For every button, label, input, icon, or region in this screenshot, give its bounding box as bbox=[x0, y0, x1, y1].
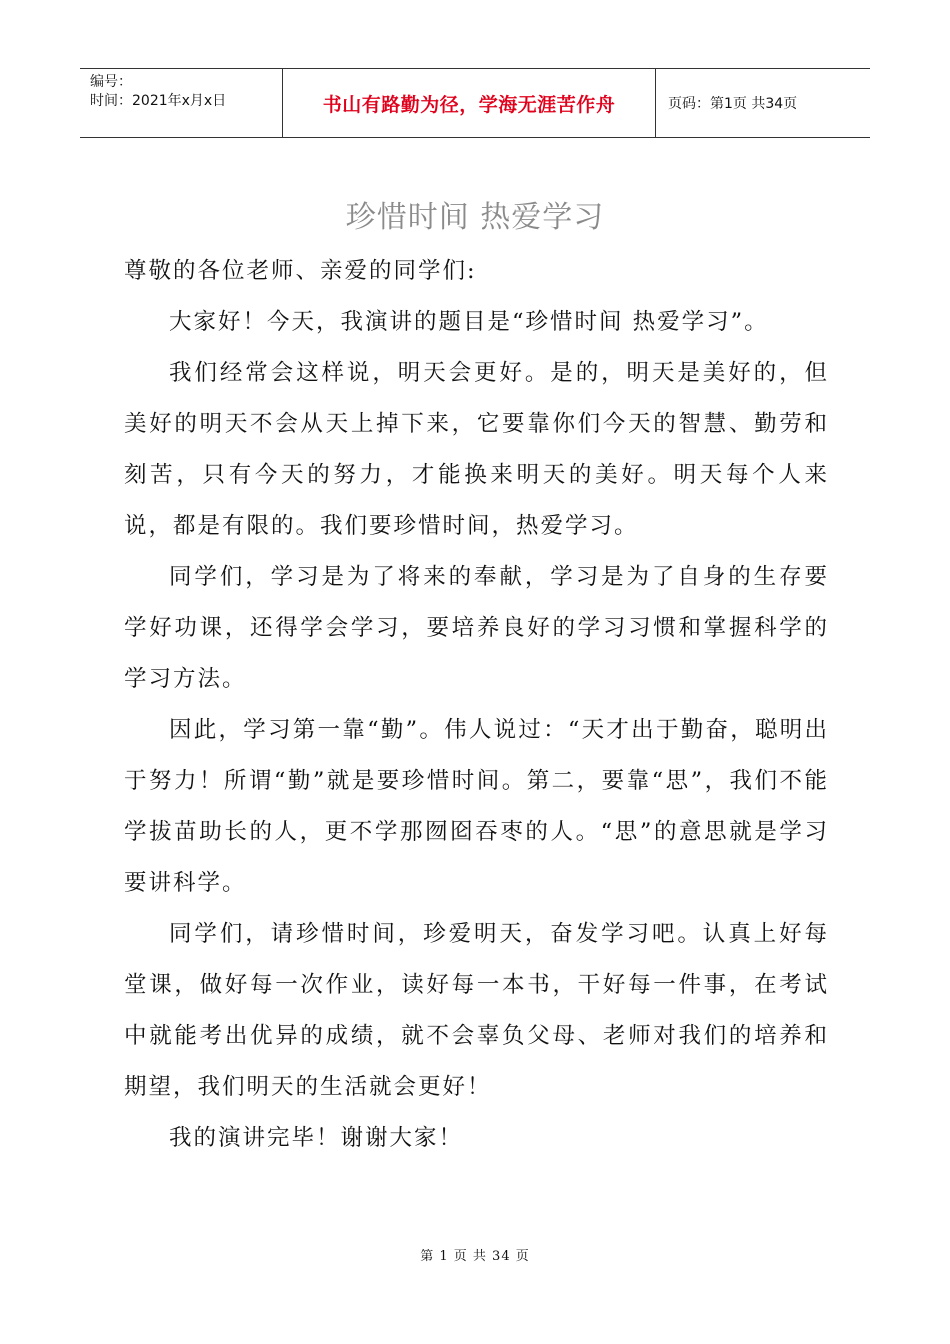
page-footer: 第 1 页 共 34 页 bbox=[420, 1249, 530, 1264]
document-header bbox=[80, 68, 870, 138]
salutation: 尊敬的各位老师、亲爱的同学们: bbox=[124, 258, 477, 284]
header-date-label: 时间：2021年x月x日 bbox=[90, 93, 227, 109]
paragraph: 同学们，学习是为了将来的奉献，学习是为了自身的生存要学好功课，还得学会学习，要培养良好的学习习惯和掌握科学的学习方法。 bbox=[124, 564, 829, 692]
header-motto: 书山有路勤为径，学海无涯苦作舟 bbox=[282, 69, 656, 137]
paragraph: 同学们，请珍惜时间，珍爱明天，奋发学习吧。认真上好每堂课，做好每一次作业，读好每一本书，干好每一件事，在考试中就能考出优异的成绩，就不会辜负父母、老师对我们的培养和期望，我们明天的生活就会更好！ bbox=[124, 921, 829, 1100]
paragraph: 大家好！今天，我演讲的题目是“珍惜时间 热爱学习”。 bbox=[169, 309, 769, 335]
header-page-info: 页码：第1页 共34页 bbox=[668, 96, 798, 112]
header-meta bbox=[80, 69, 282, 137]
paragraph: 我们经常会这样说，明天会更好。是的，明天是美好的，但美好的明天不会从天上掉下来，它要靠你们今天的智慧、勤劳和刻苦，只有今天的努力，才能换来明天的美好。明天每个人来说，都是有限的。我们要珍惜时间，热爱学习。 bbox=[124, 360, 829, 539]
document-title: 珍惜时间 热爱学习 bbox=[345, 200, 605, 235]
document-body bbox=[124, 246, 829, 1164]
paragraph: 因此，学习第一靠“勤”。伟人说过：“天才出于勤奋，聪明出于努力！所谓“勤”就是要珍惜时间。第二，要靠“思”，我们不能学拔苗助长的人，更不学那囫囵吞枣的人。“思”的意思就是学习要讲科学。 bbox=[124, 717, 829, 896]
closing-paragraph: 我的演讲完毕！谢谢大家！ bbox=[169, 1125, 464, 1151]
header-number-label: 编号： bbox=[90, 74, 132, 90]
